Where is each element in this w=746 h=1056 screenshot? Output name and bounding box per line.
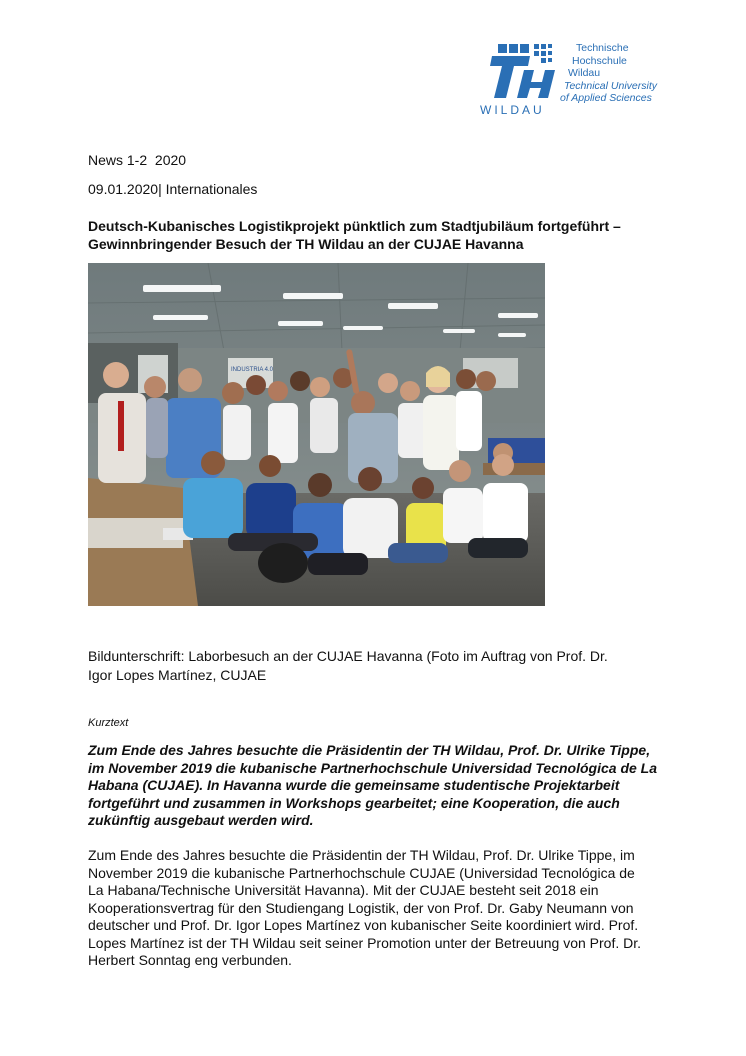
group-photo	[88, 263, 545, 606]
th-wildau-logo-mark	[478, 42, 558, 120]
news-line: News 1-2 2020	[88, 152, 187, 168]
article-headline: Deutsch-Kubanisches Logistikprojekt pünktlich zum Stadtjubiläum fortgeführt – Gewinnbringender Besuch der TH Wildau an der CUJAE Havanna	[88, 218, 621, 252]
logo-line-4: Technical University	[564, 79, 657, 92]
th-wildau-logo	[478, 42, 668, 120]
logo-line-1: Technische	[576, 42, 629, 54]
logo-text	[560, 42, 670, 105]
logo-wordmark: WILDAU	[480, 103, 545, 117]
photo-sign-text: INDUSTRIA 4.0	[231, 367, 274, 373]
logo-line-2: Hochschule	[572, 54, 627, 67]
lead-paragraph: Zum Ende des Jahres besuchte die Präsidentin der TH Wildau, Prof. Dr. Ulrike Tippe, im November 2019 die kubanische Partnerhochschule Universidad Tecnológica de La Habana (CUJAE). In Havanna wurde die gemeinsame studentische Projektarbeit fortgeführt und zusammen in Workshops gearbeitet; eine Kooperation, die auch zukünftig ausgebaut werden wird.	[88, 742, 658, 828]
logo-line-3: Wildau	[568, 67, 601, 79]
body-paragraph: Zum Ende des Jahres besuchte die Präsidentin der TH Wildau, Prof. Dr. Ulrike Tippe, im November 2019 die kubanische Partnerhochschule CUJAE (Universidad Tecnológica de La Habana/Technische Universität Havanna). Mit der CUJAE besteht seit 2018 ein Kooperationsvertrag für den Studiengang Logistik, der von Prof. Dr. Gaby Neumann von deutscher und Prof. Dr. Igor Lopes Martínez von kubanischer Seite koordiniert wird. Prof. Lopes Martínez ist der TH Wildau seit seiner Promotion unter der Betreuung von Prof. Dr. Herbert Sonntag eng verbunden.	[88, 847, 641, 968]
date-category-line: 09.01.2020| Internationales	[88, 181, 258, 197]
logo-line-5: of Applied Sciences	[560, 92, 652, 104]
kurztext-label: Kurztext	[88, 717, 129, 729]
photo-caption: Bildunterschrift: Laborbesuch an der CUJAE Havanna (Foto im Auftrag von Prof. Dr. Igor Lopes Martínez, CUJAE	[88, 648, 608, 683]
